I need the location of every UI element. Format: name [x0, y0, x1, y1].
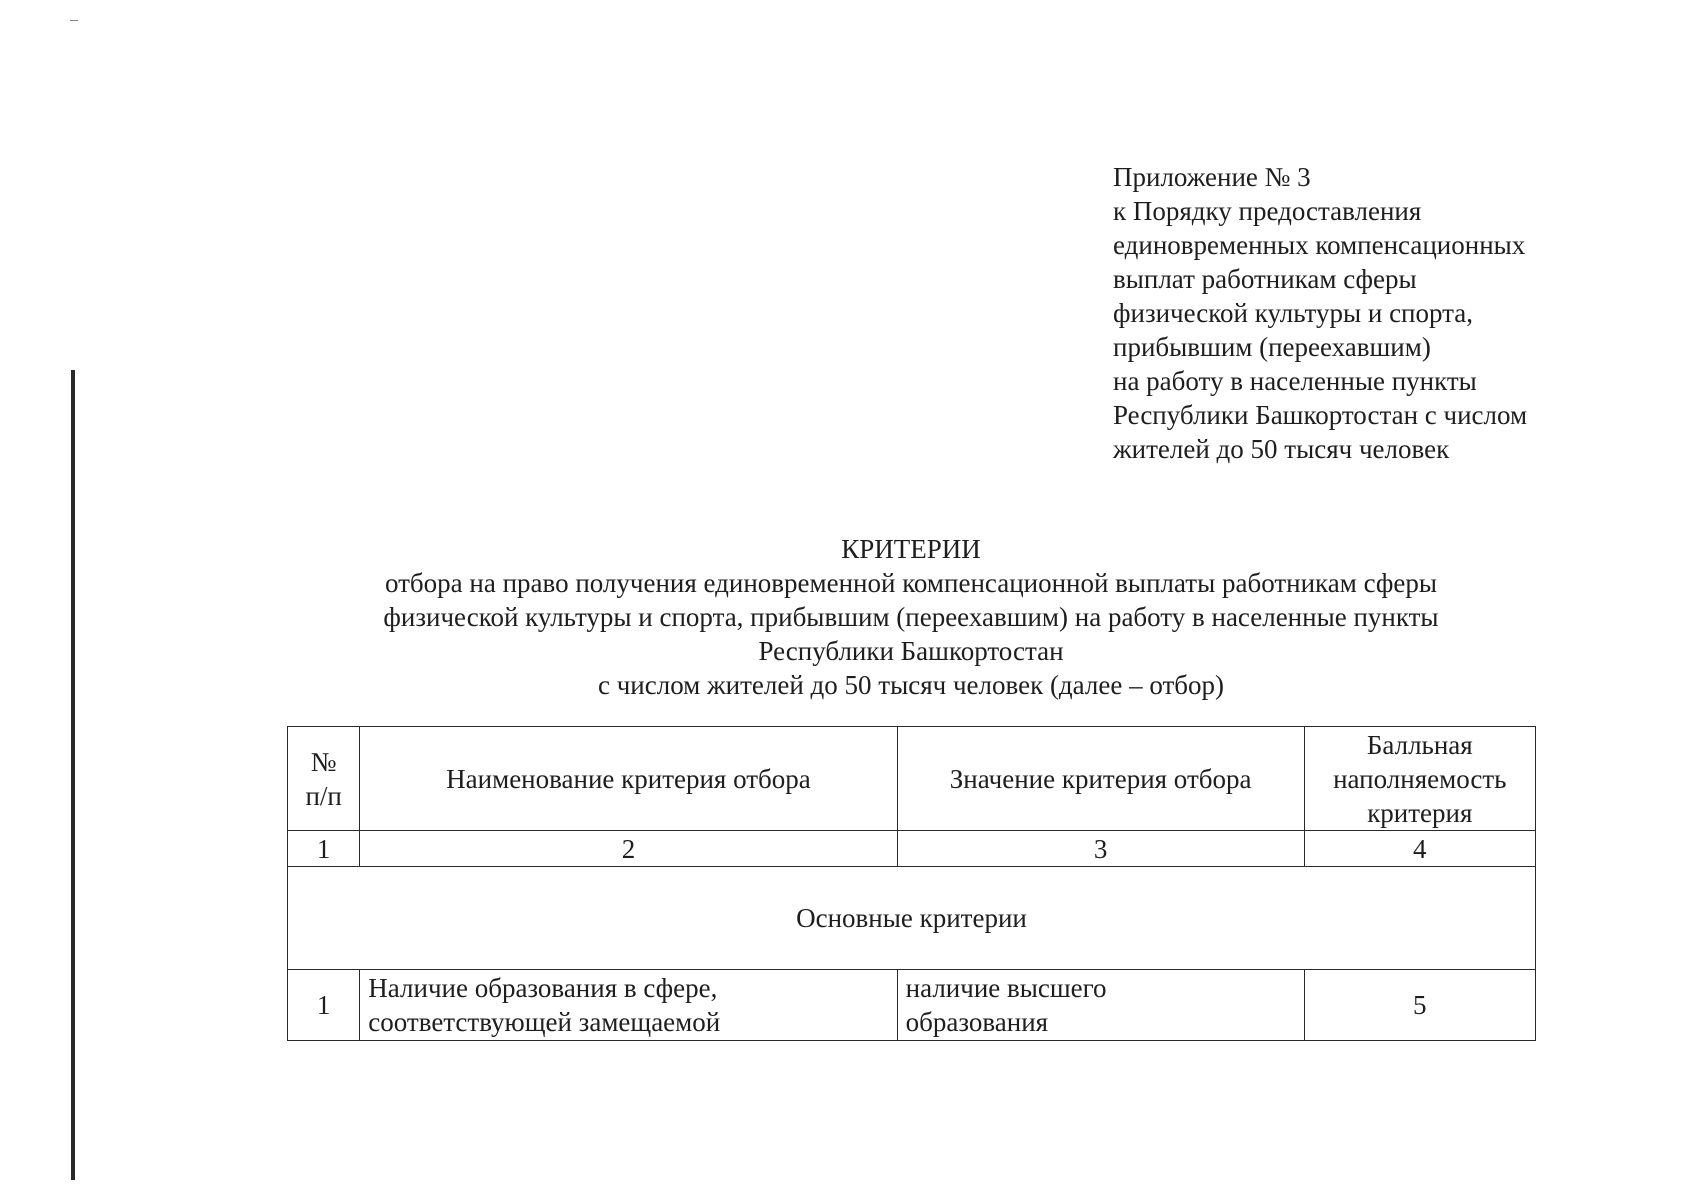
section-row — [288, 867, 1536, 970]
heading-line: Республики Башкортостан — [758, 636, 1064, 666]
section-title: Основные критерии — [288, 867, 1536, 970]
header-score-line: наполняемость — [1333, 763, 1507, 794]
row-value — [897, 970, 1304, 1041]
appendix-block — [1113, 160, 1613, 466]
column-number: 1 — [288, 831, 360, 867]
row-value-line: образования — [905, 1007, 1049, 1037]
scan-edge-line — [71, 370, 75, 1180]
header-num — [288, 727, 360, 831]
appendix-line: к Порядку предоставления — [1113, 196, 1422, 226]
heading-line: с числом жителей до 50 тысяч человек (далее – отбор) — [597, 670, 1225, 700]
appendix-line: жителей до 50 тысяч человек — [1113, 434, 1450, 464]
criteria-table — [287, 726, 1536, 1041]
document-heading — [286, 532, 1536, 702]
row-name-line: Наличие образования в сфере, — [368, 973, 718, 1003]
row-name-line: соответствующей замещаемой — [368, 1007, 721, 1037]
header-num-line: № — [310, 746, 337, 777]
appendix-line: на работу в населенные пункты — [1113, 366, 1477, 396]
header-score-line: Балльная — [1366, 729, 1473, 760]
header-num-line: п/п — [305, 780, 342, 811]
row-name — [360, 970, 897, 1041]
header-score — [1304, 727, 1535, 831]
appendix-line: Республики Башкортостан с числом — [1113, 400, 1528, 430]
appendix-line: выплат работникам сферы — [1113, 264, 1417, 294]
scan-mark — [70, 20, 78, 21]
column-number: 3 — [897, 831, 1304, 867]
header-name: Наименование критерия отбора — [360, 727, 897, 831]
header-value: Значение критерия отбора — [897, 727, 1304, 831]
appendix-line: Приложение № 3 — [1113, 162, 1311, 192]
table-header-row — [288, 727, 1536, 831]
appendix-line: единовременных компенсационных — [1113, 230, 1526, 260]
header-score-line: критерия — [1367, 797, 1473, 828]
heading-line: физической культуры и спорта, прибывшим (переехавшим) на работу в населенные пункты — [383, 602, 1439, 632]
table-row — [288, 970, 1536, 1041]
appendix-line: прибывшим (переехавшим) — [1113, 332, 1431, 362]
row-score: 5 — [1304, 970, 1535, 1041]
row-num: 1 — [288, 970, 360, 1041]
column-number: 2 — [360, 831, 897, 867]
column-number: 4 — [1304, 831, 1535, 867]
appendix-line: физической культуры и спорта, — [1113, 298, 1474, 328]
column-number-row — [288, 831, 1536, 867]
row-value-line: наличие высшего — [905, 973, 1107, 1003]
heading-line: отбора на право получения единовременной компенсационной выплаты работникам сферы — [384, 568, 1437, 598]
document-title: КРИТЕРИИ — [841, 534, 981, 564]
